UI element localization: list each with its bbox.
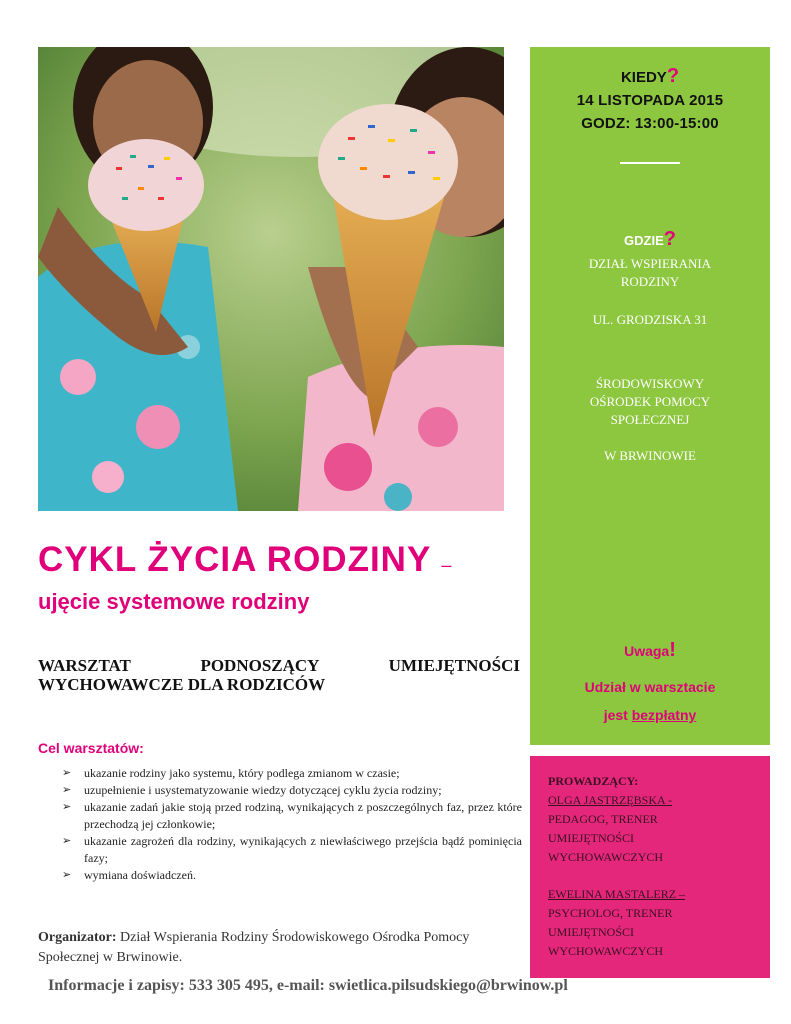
hero-photo xyxy=(38,47,504,511)
page-title xyxy=(38,540,538,580)
workshop-description: WARSZTAT PODNOSZĄCY UMIEJĘTNOŚCI WYCHOWAWCZE DLA RODZICÓW xyxy=(38,656,520,694)
arrow-bullet-icon: ➢ xyxy=(62,835,72,847)
title-text: CYKL ŻYCIA RODZINY xyxy=(38,540,431,579)
event-time: GODZ: 13:00-15:00 xyxy=(581,115,719,132)
when-label: KIEDY xyxy=(620,69,667,86)
when-heading xyxy=(530,65,770,88)
title-dash: – xyxy=(441,555,453,575)
note-line2 xyxy=(530,707,770,723)
goal-text: ukazanie zagrożeń dla rodziny, wynikających z niewłaściwego przejścia bądź pominięcia fazy; xyxy=(84,834,522,865)
leader1-role2: UMIEJĘTNOŚCI xyxy=(548,831,634,845)
note-exclamation: ! xyxy=(669,639,676,661)
organizer-label: Organizator: xyxy=(38,930,117,945)
where-city: W BRWINOWIE xyxy=(604,448,696,463)
leader2-role1: PSYCHOLOG, TRENER xyxy=(548,906,673,920)
divider xyxy=(620,162,680,164)
list-item xyxy=(62,799,522,833)
leader1-name: OLGA JASTRZĘBSKA - xyxy=(548,793,673,807)
where-org1: ŚRODOWISKOWY xyxy=(595,376,705,391)
goals-heading: Cel warsztatów: xyxy=(38,740,144,756)
page-subtitle: ujęcie systemowe rodziny xyxy=(38,589,310,614)
where-heading xyxy=(530,228,770,251)
where-label: GDZIE xyxy=(624,233,664,248)
leader2-name: EWELINA MASTALERZ – xyxy=(548,887,686,901)
goal-text: uzupełnienie i usystematyzowanie wiedzy dotyczącej cyklu życia rodziny; xyxy=(84,783,442,797)
list-item xyxy=(62,765,522,782)
goal-text: ukazanie rodziny jako systemu, który podlega zmianom w czasie; xyxy=(84,766,400,780)
leader1-role3: WYCHOWAWCZYCH xyxy=(548,850,664,864)
where-question-mark: ? xyxy=(663,228,676,250)
organizer-text: Dział Wspierania Rodziny Środowiskowego Ośrodka Pomocy Społecznej w Brwinowie. xyxy=(38,930,470,965)
note-free-emphasis: bezpłatny xyxy=(631,707,697,723)
where-org2: OŚRODEK POMOCY xyxy=(589,394,711,409)
where-line1: DZIAŁ WSPIERANIA xyxy=(588,256,712,271)
leaders-box xyxy=(530,756,770,978)
where-address: UL. GRODZISKA 31 xyxy=(592,312,708,327)
leader1-role1: PEDAGOG, TRENER xyxy=(548,812,658,826)
list-item xyxy=(62,782,522,799)
goal-text: wymiana doświadczeń. xyxy=(84,868,196,882)
note-heading xyxy=(530,639,770,662)
leader2-role3: WYCHOWAWCZYCH xyxy=(548,944,664,958)
info-sidebar xyxy=(530,47,770,745)
arrow-bullet-icon: ➢ xyxy=(62,801,72,813)
organizer xyxy=(38,928,528,968)
goal-text: ukazanie zadań jakie stoją przed rodziną, wynikających z poszczególnych faz, przez które przechodzą jej członkowie; xyxy=(84,800,522,831)
list-item xyxy=(62,867,522,884)
contact-info: Informacje i zapisy: 533 305 495, e-mail: swietlica.pilsudskiego@brwinow.pl xyxy=(48,977,568,994)
note-line2-prefix: jest xyxy=(603,707,632,723)
arrow-bullet-icon: ➢ xyxy=(62,767,72,779)
arrow-bullet-icon: ➢ xyxy=(62,869,72,881)
ice-cream-photo-illustration xyxy=(38,47,504,511)
leaders-heading: PROWADZĄCY: xyxy=(548,774,639,788)
list-item xyxy=(62,833,522,867)
when-question-mark: ? xyxy=(666,65,680,87)
note-label: Uwaga xyxy=(624,643,670,659)
event-date: 14 LISTOPADA 2015 xyxy=(576,92,724,109)
goals-list xyxy=(62,765,522,884)
note-line1: Udział w warsztacie xyxy=(584,679,716,695)
where-line2: RODZINY xyxy=(620,274,680,289)
arrow-bullet-icon: ➢ xyxy=(62,784,72,796)
leader2-role2: UMIEJĘTNOŚCI xyxy=(548,925,634,939)
where-org3: SPOŁECZNEJ xyxy=(610,412,690,427)
